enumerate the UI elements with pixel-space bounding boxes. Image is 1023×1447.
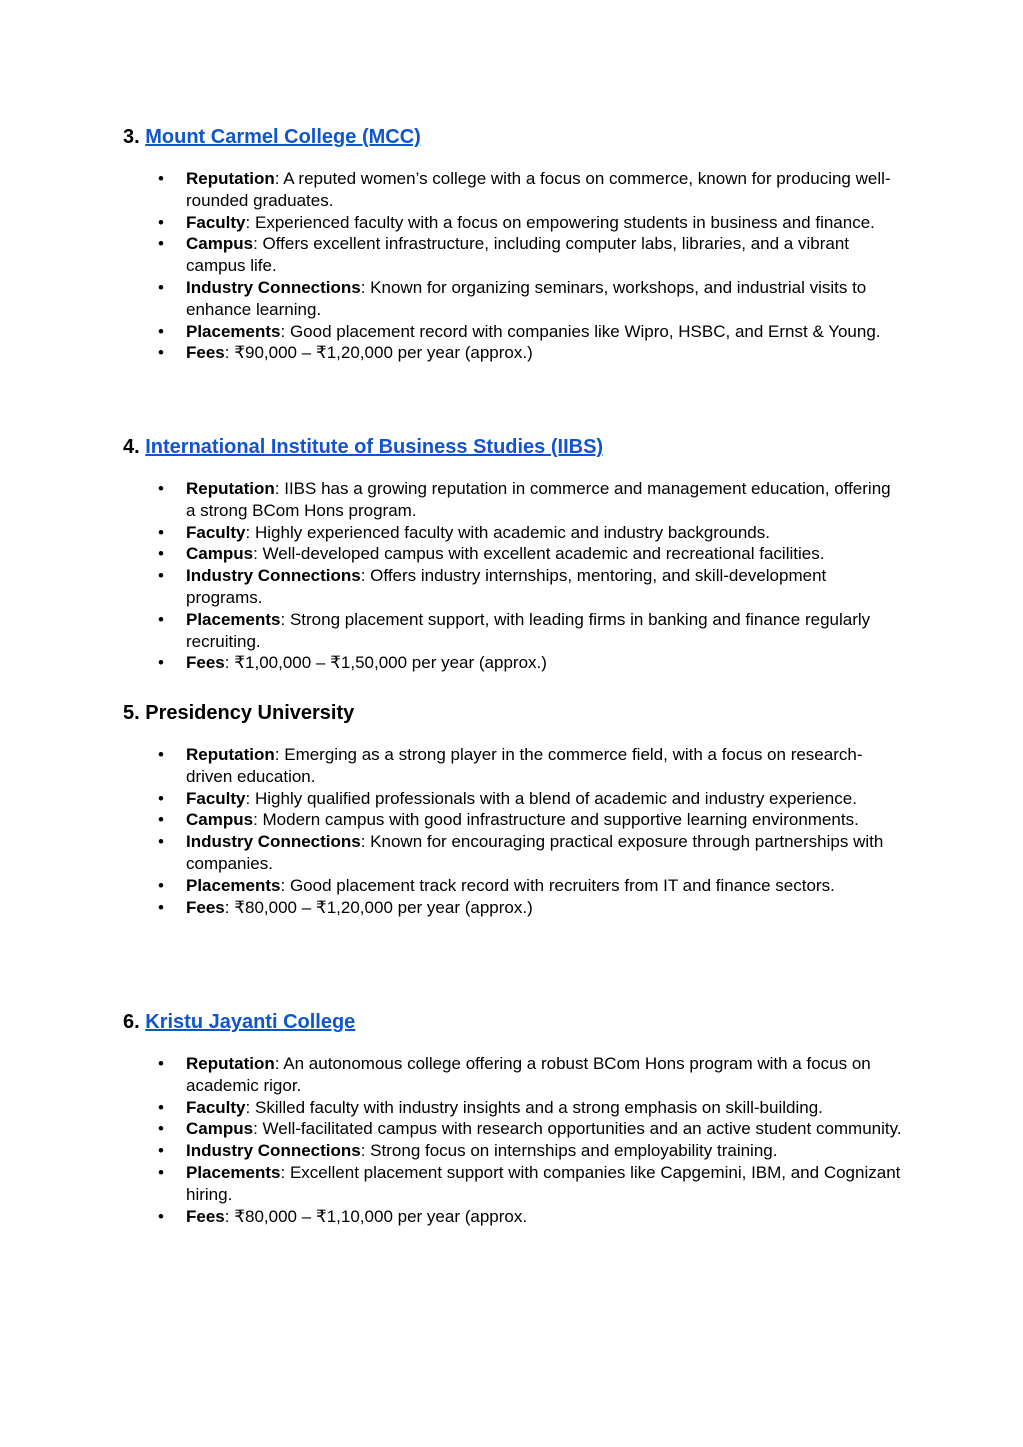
item-text: : Experienced faculty with a focus on empowering students in business and finance. [245, 212, 875, 232]
list-item [123, 744, 902, 788]
item-label: Industry Connections [186, 277, 361, 297]
section-mcc [123, 125, 923, 415]
item-label: Placements [186, 875, 281, 895]
item-label: Placements [186, 321, 281, 341]
item-label: Reputation [186, 745, 275, 764]
list-item [123, 1162, 902, 1206]
item-label: Placements [186, 1162, 281, 1182]
detail-list [123, 478, 923, 674]
item-label: Industry Connections [186, 566, 361, 586]
item-text: : Skilled faculty with industry insights and a strong emphasis on skill-building. [245, 1097, 823, 1117]
bullet-icon: • [158, 277, 164, 297]
list-item [123, 1097, 902, 1119]
item-text: : Good placement track record with recruiters from IT and finance sectors. [280, 875, 835, 895]
list-item [123, 809, 902, 831]
college-link-iibs[interactable]: International Institute of Business Studies (IIBS) [145, 436, 604, 458]
item-label: Faculty [186, 522, 246, 542]
item-text: : ₹90,000 – ₹1,20,000 per year (approx.) [224, 343, 533, 363]
bullet-icon: • [158, 832, 164, 852]
item-label: Reputation [186, 479, 275, 498]
item-text: : Strong placement support, with leading firms in banking and finance regularly recruiting. [186, 609, 871, 651]
section-heading [123, 701, 923, 725]
list-item [123, 1140, 902, 1162]
item-label: Campus [186, 1119, 254, 1139]
item-text: : Strong focus on internships and employability training. [360, 1141, 778, 1161]
list-item [123, 1053, 902, 1097]
list-item [123, 277, 902, 321]
section-iibs [123, 435, 923, 680]
bullet-icon: • [158, 745, 164, 764]
list-item [123, 522, 902, 544]
item-label: Campus [186, 810, 254, 830]
item-text: : Offers excellent infrastructure, including computer labs, libraries, and a vibrant campus life. [186, 234, 849, 276]
list-item [123, 342, 902, 364]
bullet-icon: • [158, 479, 164, 498]
bullet-icon: • [158, 875, 164, 895]
item-text: : Highly qualified professionals with a blend of academic and industry experience. [245, 788, 857, 808]
section-number: 6. [123, 1011, 140, 1033]
bullet-icon: • [158, 1119, 164, 1139]
item-label: Fees [186, 343, 225, 363]
bullet-icon: • [158, 810, 164, 830]
item-label: Industry Connections [186, 1141, 361, 1161]
section-number: 4. [123, 436, 140, 458]
item-label: Reputation [186, 1054, 275, 1073]
list-item [123, 565, 902, 609]
bullet-icon: • [158, 609, 164, 629]
item-label: Industry Connections [186, 832, 361, 852]
section-presidency [123, 701, 923, 991]
detail-list [123, 168, 923, 364]
list-item [123, 897, 902, 919]
item-text: : Modern campus with good infrastructure and supportive learning environments. [253, 810, 859, 830]
bullet-icon: • [158, 897, 164, 917]
bullet-icon: • [158, 321, 164, 341]
item-text: : Offers industry internships, mentoring, and skill-development programs. [186, 566, 827, 607]
item-label: Reputation [186, 169, 275, 188]
section-heading [123, 1010, 923, 1034]
item-label: Faculty [186, 1097, 246, 1117]
bullet-icon: • [158, 1054, 164, 1073]
list-item [123, 168, 902, 212]
detail-list [123, 1053, 923, 1227]
item-label: Placements [186, 609, 281, 629]
section-heading [123, 125, 923, 149]
section-number: 3. [123, 126, 140, 148]
item-text: : Highly experienced faculty with academic and industry backgrounds. [245, 522, 770, 542]
item-text: : ₹1,00,000 – ₹1,50,000 per year (approx.) [224, 653, 547, 673]
list-item [123, 831, 902, 875]
list-item [123, 543, 902, 565]
item-text: : Known for encouraging practical exposure through partnerships with companies. [186, 832, 884, 873]
item-label: Fees [186, 897, 225, 917]
bullet-icon: • [158, 169, 164, 188]
bullet-icon: • [158, 234, 164, 254]
bullet-icon: • [158, 788, 164, 808]
item-text: : Known for organizing seminars, workshops, and industrial visits to enhance learning. [186, 277, 867, 319]
item-label: Fees [186, 653, 225, 673]
item-text: : ₹80,000 – ₹1,20,000 per year (approx.) [224, 897, 533, 917]
item-text: : Well-facilitated campus with research opportunities and an active student community. [253, 1119, 902, 1139]
list-item [123, 1118, 902, 1140]
bullet-icon: • [158, 544, 164, 564]
list-item [123, 321, 902, 343]
bullet-icon: • [158, 1206, 164, 1226]
list-item [123, 1206, 902, 1228]
item-text: : Well-developed campus with excellent academic and recreational facilities. [253, 544, 825, 564]
section-heading [123, 435, 923, 459]
bullet-icon: • [158, 1097, 164, 1117]
bullet-icon: • [158, 566, 164, 586]
college-link-kristu-jayanti[interactable]: Kristu Jayanti College [145, 1011, 356, 1033]
college-link-mcc[interactable]: Mount Carmel College (MCC) [145, 126, 421, 148]
list-item [123, 478, 902, 522]
item-label: Campus [186, 234, 254, 254]
item-text: : A reputed women’s college with a focus on commerce, known for producing well-rounded graduates. [186, 169, 891, 210]
item-text: : Good placement record with companies like Wipro, HSBC, and Ernst & Young. [280, 321, 881, 341]
bullet-icon: • [158, 522, 164, 542]
item-label: Faculty [186, 212, 246, 232]
item-label: Faculty [186, 788, 246, 808]
section-kristu-jayanti [123, 1010, 923, 1260]
detail-list [123, 744, 923, 918]
bullet-icon: • [158, 1141, 164, 1161]
list-item [123, 609, 902, 653]
item-text: : An autonomous college offering a robust BCom Hons program with a focus on academic rigor. [186, 1054, 871, 1095]
list-item [123, 233, 902, 277]
college-name-presidency: Presidency University [145, 702, 355, 724]
list-item [123, 788, 902, 810]
bullet-icon: • [158, 212, 164, 232]
bullet-icon: • [158, 653, 164, 673]
section-number: 5. [123, 702, 140, 724]
item-label: Fees [186, 1206, 225, 1226]
item-label: Campus [186, 544, 254, 564]
bullet-icon: • [158, 1162, 164, 1182]
item-text: : Excellent placement support with companies like Capgemini, IBM, and Cognizant hiring. [186, 1162, 901, 1204]
list-item [123, 652, 902, 674]
list-item [123, 875, 902, 897]
item-text: : IIBS has a growing reputation in commerce and management education, offering a strong BCom Hons program. [186, 479, 891, 520]
item-text: : Emerging as a strong player in the commerce field, with a focus on research-driven education. [186, 745, 863, 786]
list-item [123, 212, 902, 234]
bullet-icon: • [158, 343, 164, 363]
item-text: : ₹80,000 – ₹1,10,000 per year (approx. [224, 1206, 528, 1226]
